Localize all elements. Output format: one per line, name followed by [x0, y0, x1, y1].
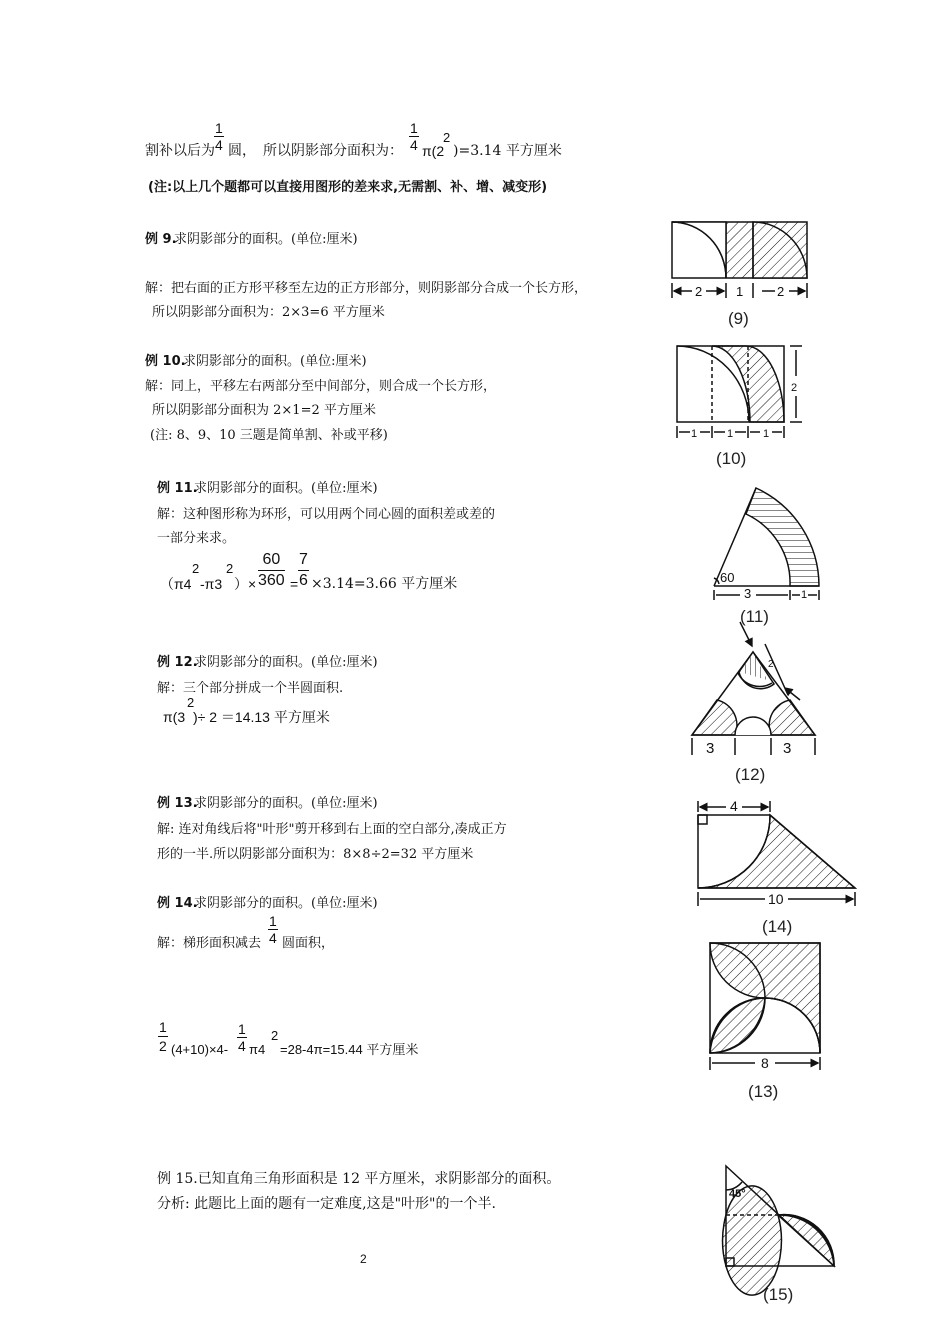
figure-15	[723, 1166, 834, 1295]
fig15-label-angle: 45°	[729, 1188, 746, 1200]
fig12-label-left: 3	[706, 740, 715, 757]
ex14-formula-a: (4+10)×4-	[171, 1042, 229, 1057]
ex11-title: 例 11.	[157, 481, 198, 496]
ex15-line-2: 分析: 此题比上面的题有一定难度,这是"叶形"的一个半.	[157, 1196, 496, 1212]
ex12-question: 求阴影部分的面积。(单位:厘米)	[194, 655, 378, 670]
ex13-solution-1: 解: 连对角线后将"叶形"剪开移到右上面的空白部分,凑成正方	[157, 822, 507, 837]
frac-num: 7	[298, 550, 309, 571]
frac-den: 4	[410, 137, 418, 153]
frac-den: 4	[238, 1038, 246, 1054]
fig11-label-1: 1	[801, 589, 808, 601]
fig12-label-right: 3	[783, 740, 792, 757]
ex14-formula-c: =28-4π=15.44 平方厘米	[280, 1042, 419, 1057]
fig15-caption: (15)	[763, 1285, 794, 1304]
figure-12	[692, 622, 815, 755]
ex14-question: 求阴影部分的面积。(单位:厘米)	[194, 896, 378, 911]
ex14-solution-a: 解：梯形面积减去	[157, 936, 262, 951]
line1-text-c: π(2	[422, 143, 445, 159]
figure-13	[710, 943, 820, 1070]
line1-text-a: 割补以后为	[145, 143, 215, 159]
ex11-formula-a: （π4	[160, 576, 192, 592]
fig14-label-10: 10	[768, 891, 784, 907]
ex13-question: 求阴影部分的面积。(单位:厘米)	[194, 796, 378, 811]
frac-den: 2	[159, 1038, 167, 1054]
page-number: 2	[360, 1252, 367, 1266]
fig10-label-4: 2	[791, 382, 798, 394]
ex9-title: 例 9.	[145, 232, 177, 247]
frac-den: 4	[215, 137, 223, 153]
frac-den: 6	[299, 572, 308, 589]
ex10-solution-1: 解：同上，平移左右两部分至中间部分，则合成一个长方形，	[145, 379, 497, 394]
ex12-formula-b: )÷ 2 ＝14.13 平方厘米	[193, 709, 330, 725]
fig12-label-small: 2	[768, 659, 774, 670]
fig14-label-4: 4	[730, 798, 738, 814]
frac-den: 4	[269, 930, 277, 946]
figure-10	[677, 346, 802, 438]
ex9-solution-2: 所以阴影部分面积为：2×3=6 平方厘米	[152, 305, 385, 320]
ex14-formula-b: π4	[249, 1042, 266, 1057]
ex10-solution-2: 所以阴影部分面积为 2×1=2 平方厘米	[152, 403, 376, 418]
fig13-caption: (13)	[748, 1082, 779, 1101]
ex15-line-1: 例 15.已知直角三角形面积是 12 平方厘米，求阴影部分的面积。	[157, 1171, 561, 1187]
line1-sup: 2	[443, 130, 451, 145]
fig9-label-3: 2	[777, 284, 785, 299]
ex12-solution-1: 解：三个部分拼成一个半圆面积.	[157, 681, 344, 696]
fig13-label-8: 8	[761, 1055, 769, 1071]
ex12-formula-a: π(3	[163, 709, 186, 725]
ex10-title: 例 10.	[145, 354, 186, 369]
ex11-formula-b: -π3	[200, 576, 223, 592]
fig12-caption: (12)	[735, 765, 766, 784]
ex14-sup: 2	[271, 1028, 279, 1043]
ex11-sup-2: 2	[226, 561, 234, 576]
frac-num: 60	[258, 550, 285, 571]
ex11-sup-1: 2	[192, 561, 200, 576]
note-1: (注:以上几个题都可以直接用图形的差来求,无需割、补、增、减变形)	[148, 180, 548, 195]
ex9-question: 求阴影部分的面积。(单位:厘米)	[174, 232, 358, 247]
fig9-label-2: 1	[736, 284, 744, 299]
frac-num: 1	[159, 1019, 167, 1035]
fig10-label-1: 1	[691, 428, 698, 440]
frac-num: 1	[410, 120, 418, 136]
frac-den: 360	[258, 572, 285, 589]
fig9-label-1: 2	[695, 284, 703, 299]
frac-num: 1	[269, 913, 277, 929]
ex11-formula-e: ×3.14=3.66 平方厘米	[311, 576, 458, 592]
ex12-title: 例 12.	[157, 655, 198, 670]
ex10-question: 求阴影部分的面积。(单位:厘米)	[183, 354, 367, 369]
ex11-formula-c: ）×	[234, 576, 257, 592]
ex9-solution-1: 解：把右面的正方形平移至左边的正方形部分，则阴影部分合成一个长方形，	[145, 281, 588, 296]
ex11-question: 求阴影部分的面积。(单位:厘米)	[194, 481, 378, 496]
ex14-title: 例 14.	[157, 896, 198, 911]
fig10-label-3: 1	[763, 428, 770, 440]
ex14-solution-b: 圆面积，	[282, 936, 335, 951]
fig11-label-angle: 60	[720, 570, 735, 585]
ex11-equals: =	[290, 576, 299, 592]
frac-num: 1	[215, 120, 223, 136]
ex11-solution-1: 解：这种图形称为环形，可以用两个同心圆的面积差或差的	[157, 507, 496, 522]
frac-num: 1	[238, 1021, 246, 1037]
ex11-solution-2: 一部分来求。	[157, 531, 236, 546]
ex12-sup: 2	[187, 695, 195, 710]
fig10-label-2: 1	[727, 428, 734, 440]
fig9-caption: (9)	[728, 309, 749, 328]
ex10-solution-3: (注: 8、9、10 三题是简单割、补或平移)	[150, 428, 388, 443]
line1-text-d: )=3.14 平方厘米	[453, 143, 562, 159]
ex13-solution-2: 形的一半.所以阴影部分面积为：8×8÷2=32 平方厘米	[157, 847, 474, 862]
ex13-title: 例 13.	[157, 796, 198, 811]
fig11-label-3: 3	[744, 586, 752, 601]
fig14-caption: (14)	[762, 917, 793, 936]
fig10-caption: (10)	[716, 449, 747, 468]
fig11-caption: (11)	[740, 607, 769, 626]
line1-text-b: 圆， 所以阴影部分面积为：	[228, 143, 403, 159]
